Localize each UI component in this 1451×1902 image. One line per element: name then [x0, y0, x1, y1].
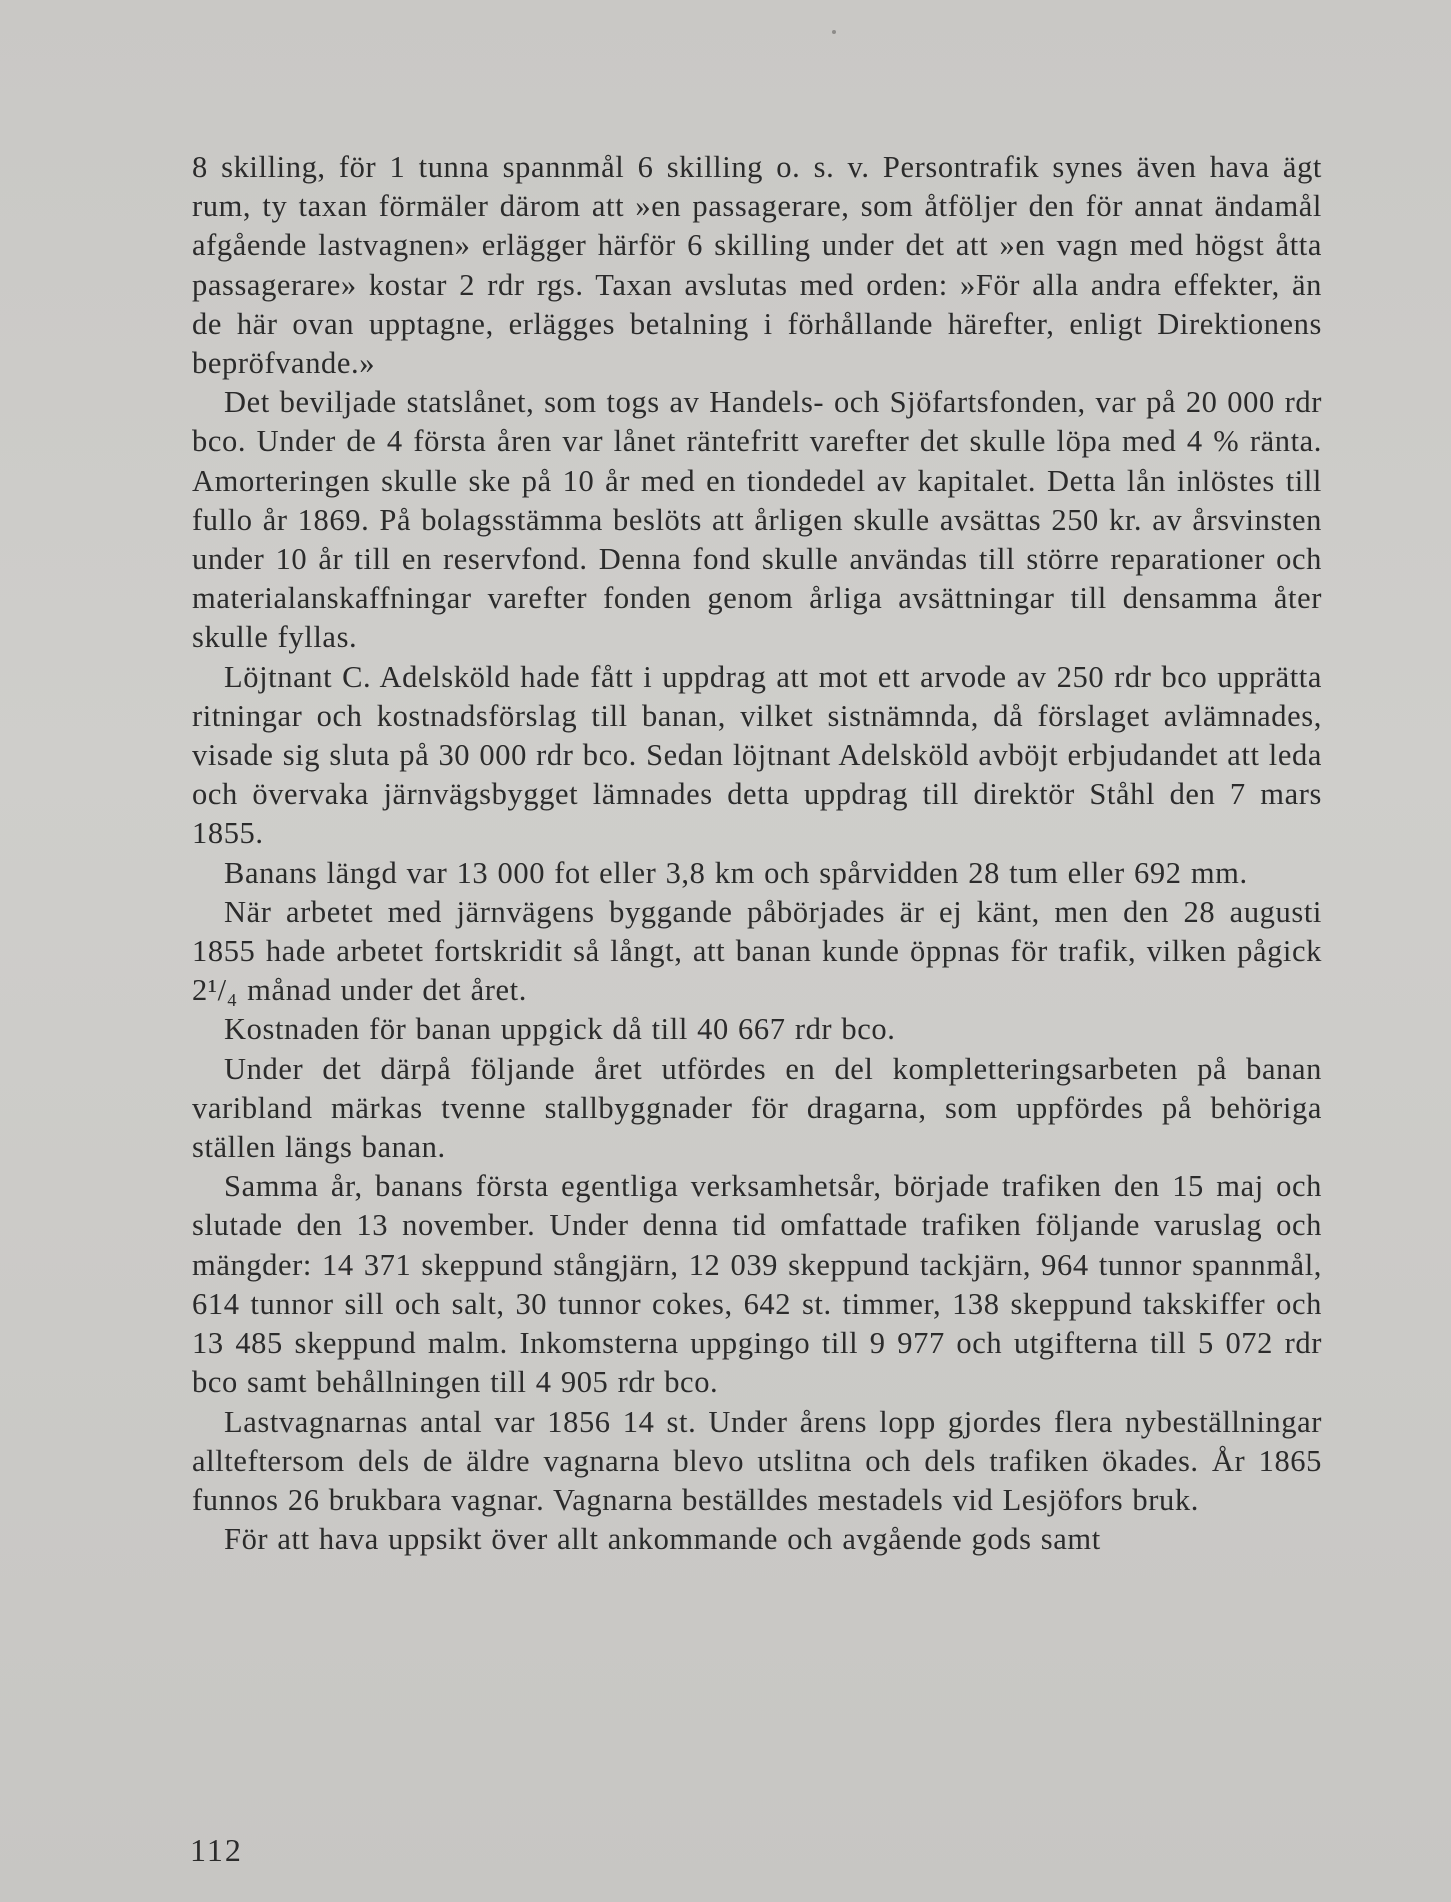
- paragraph-kompletteringsarbeten: Under det därpå följande året utfördes en del kompletteringsarbeten på banan varibland märkas tvenne stallbyggnader för dragarna, som uppfördes på behöriga ställen längs banan.: [192, 1051, 1322, 1165]
- paragraph-banans-langd: Banans längd var 13 000 fot eller 3,8 km och spårvidden 28 tum eller 692 mm.: [224, 855, 1248, 890]
- paragraph-trafiken: Samma år, banans första egentliga verksamhetsår, började trafiken den 15 maj och slutade den 13 november. Under denna tid omfattade trafiken följande varuslag och mängder: 14 371 skeppund stångjärn, 12 039 skeppund tackjärn, 964 tunnor spannmål, 614 tunnor sill och salt, 30 tunnor cokes, 642 st. timmer, 138 skeppund takskiffer och 13 485 skeppund malm. Inkomsterna uppgingo till 9 977 och utgifterna till 5 072 rdr bco samt behållningen till 4 905 rdr bco.: [192, 1169, 1322, 1400]
- paragraph-kostnaden: Kostnaden för banan uppgick då till 40 667 rdr bco.: [224, 1012, 896, 1047]
- paragraph-taxan: 8 skilling, för 1 tunna spannmål 6 skilling o. s. v. Persontrafik synes även hava ägt rum, ty taxan förmäler därom att »en passagerare, som åtföljer den för annat ändamål afgående lastvagnen» erlägger härför 6 skilling under det att »en vagn med högst åtta passagerare» kostar 2 rdr rgs. Taxan avslutas med orden: »För alla andra effekter, än de här ovan upptagne, erlägges betalning i förhållande härefter, enligt Direktionens bepröfvande.»: [192, 150, 1322, 381]
- paragraph-lastvagnarnas: Lastvagnarnas antal var 1856 14 st. Under årens lopp gjordes flera nybeställningar allteftersom dels de äldre vagnarna blevo utslitna och dels trafiken ökades. År 1865 funnos 26 brukbara vagnar. Vagnarna beställdes mestadels vid Lesjöfors bruk.: [192, 1404, 1322, 1517]
- dust-speck: [832, 30, 836, 34]
- paragraph-adelskold: Löjtnant C. Adelsköld hade fått i uppdrag att mot ett arvode av 250 rdr bco upprätta ritningar och kostnadsförslag till banan, vilket sistnämnda, då förslaget avlämnades, visade sig sluta på 30 000 rdr bco. Sedan löjtnant Adelsköld avböjt erbjudandet att leda och övervaka järnvägsbygget lämnades detta uppdrag till direktör Ståhl den 7 mars 1855.: [192, 659, 1322, 851]
- paragraph-statslanet: Det beviljade statslånet, som togs av Handels- och Sjöfartsfonden, var på 20 000 rdr bco. Under de 4 första åren var lånet räntefritt varefter det skulle löpa med 4 % ränta. Amorteringen skulle ske på 10 år med en tiondedel av kapitalet. Detta lån inlöstes till fullo år 1869. På bolagsstämma beslöts att årligen skulle avsättas 250 kr. av årsvinsten under 10 år till en reservfond. Denna fond skulle användas till större reparationer och materialanskaffningar varefter fonden genom årliga avsättningar till densamma åter skulle fyllas.: [192, 385, 1322, 655]
- paragraph-uppsikt: För att hava uppsikt över allt ankommande och avgående gods samt: [224, 1522, 1101, 1557]
- body-text: [192, 148, 1322, 1559]
- page-number: 112: [190, 1832, 243, 1868]
- paragraph-arbetet: När arbetet med järnvägens byggande påbörjades är ej känt, men den 28 augusti 1855 hade arbetet fortskridit så långt, att banan kunde öppnas för trafik, vilken pågick 2¹/₄ månad under det året.: [192, 894, 1322, 1008]
